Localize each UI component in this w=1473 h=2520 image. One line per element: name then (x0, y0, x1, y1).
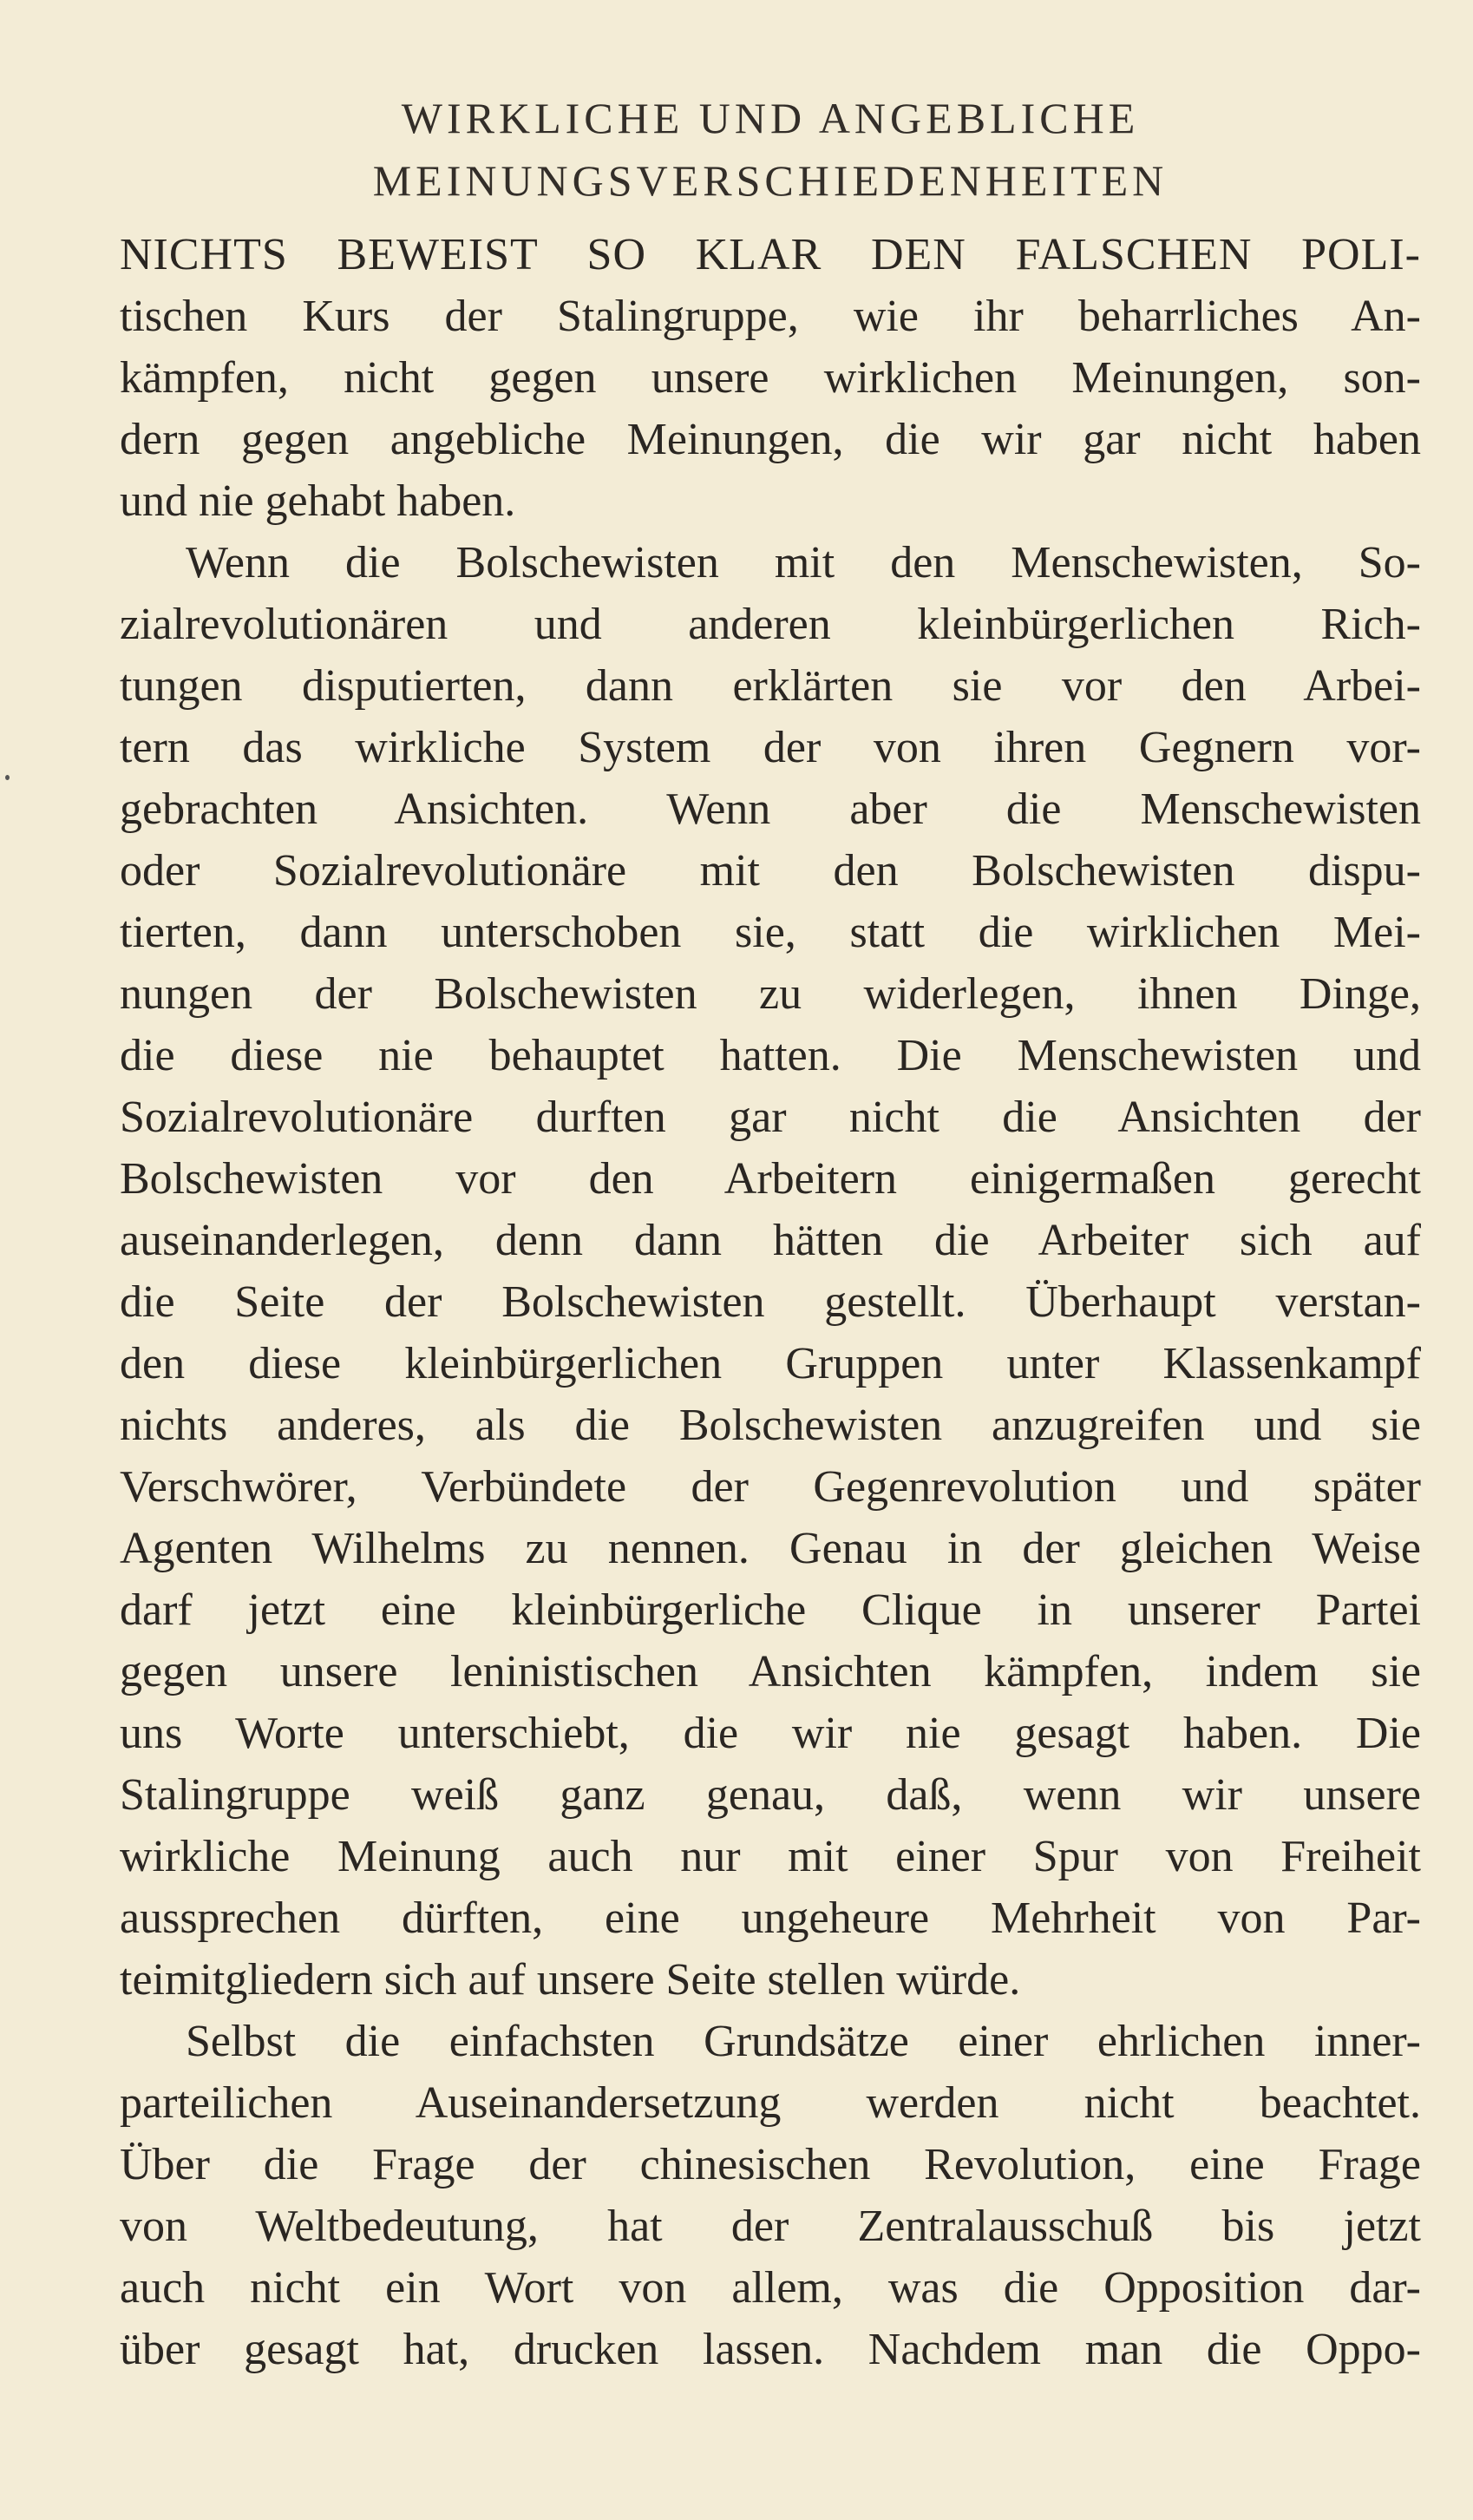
text-line: Über die Frage der chinesischen Revolution, eine Frage (120, 2140, 1421, 2189)
text-line: wirkliche Meinung auch nur mit einer Spur von Freiheit (120, 1832, 1421, 1881)
text-line: und nie gehabt haben. (120, 476, 516, 526)
text-line: tungen disputierten, dann erklärten sie vor den Arbei- (120, 661, 1421, 711)
text-line: nungen der Bolschewisten zu widerlegen, ihnen Dinge, (120, 969, 1421, 1019)
text-line: parteilichen Auseinandersetzung werden nicht beachtet. (120, 2078, 1421, 2128)
text-line: Sozialrevolutionäre durften gar nicht die Ansichten der (120, 1093, 1421, 1142)
book-page (120, 87, 1421, 2380)
text-line: die diese nie behauptet hatten. Die Menschewisten und (120, 1031, 1421, 1080)
margin-speck (5, 775, 10, 780)
paragraph-1 (120, 224, 1421, 532)
text-line: tierten, dann unterschoben sie, statt die wirklichen Mei- (120, 908, 1421, 957)
text-line: gegen unsere leninistischen Ansichten kämpfen, indem sie (120, 1647, 1421, 1696)
chapter-heading-line-1: WIRKLICHE UND ANGEBLICHE (401, 94, 1140, 142)
text-line: Bolschewisten vor den Arbeitern einigermaßen gerecht (120, 1154, 1421, 1204)
text-line: kämpfen, nicht gegen unsere wirklichen Meinungen, son- (120, 353, 1421, 403)
text-line: nichts anderes, als die Bolschewisten anzugreifen und sie (120, 1401, 1421, 1450)
text-line: aussprechen dürften, eine ungeheure Mehrheit von Par- (120, 1893, 1421, 1943)
text-line: von Weltbedeutung, hat der Zentralausschuß bis jetzt (120, 2202, 1421, 2251)
text-line: die Seite der Bolschewisten gestellt. Überhaupt verstan- (120, 1277, 1421, 1327)
text-line: dern gegen angebliche Meinungen, die wir gar nicht haben (120, 415, 1421, 464)
text-line: gebrachten Ansichten. Wenn aber die Menschewisten (120, 784, 1421, 834)
paragraph-3 (120, 2011, 1421, 2380)
text-line: den diese kleinbürgerlichen Gruppen unter Klassenkampf (120, 1339, 1421, 1388)
text-line: teimitgliedern sich auf unsere Seite stellen würde. (120, 1955, 1021, 2005)
text-line: tischen Kurs der Stalingruppe, wie ihr beharrliches An- (120, 292, 1421, 341)
text-line: tern das wirkliche System der von ihren Gegnern vor- (120, 723, 1421, 772)
text-line: auch nicht ein Wort von allem, was die Opposition dar- (120, 2263, 1421, 2313)
text-line: uns Worte unterschiebt, die wir nie gesagt haben. Die (120, 1709, 1421, 1758)
paragraph-2 (120, 532, 1421, 2011)
text-line: über gesagt hat, drucken lassen. Nachdem man die Oppo- (120, 2325, 1421, 2374)
chapter-heading (120, 87, 1421, 212)
text-line: oder Sozialrevolutionäre mit den Bolschewisten dispu- (120, 846, 1421, 896)
body-text (120, 224, 1421, 2380)
text-line: darf jetzt eine kleinbürgerliche Clique in unserer Partei (120, 1585, 1421, 1635)
text-line: Selbst die einfachsten Grundsätze einer ehrlichen inner- (186, 2017, 1421, 2066)
text-line: NICHTS BEWEIST SO KLAR DEN FALSCHEN POLI- (120, 230, 1421, 279)
text-line: auseinanderlegen, denn dann hätten die Arbeiter sich auf (120, 1216, 1421, 1265)
text-line: Verschwörer, Verbündete der Gegenrevolution und später (120, 1462, 1421, 1512)
chapter-heading-line-2: MEINUNGSVERSCHIEDENHEITEN (372, 156, 1169, 205)
text-line: Agenten Wilhelms zu nennen. Genau in der gleichen Weise (120, 1524, 1421, 1573)
text-line: Stalingruppe weiß ganz genau, daß, wenn wir unsere (120, 1770, 1421, 1820)
text-line: Wenn die Bolschewisten mit den Menschewisten, So- (186, 538, 1421, 587)
text-line: zialrevolutionären und anderen kleinbürgerlichen Rich- (120, 600, 1421, 649)
